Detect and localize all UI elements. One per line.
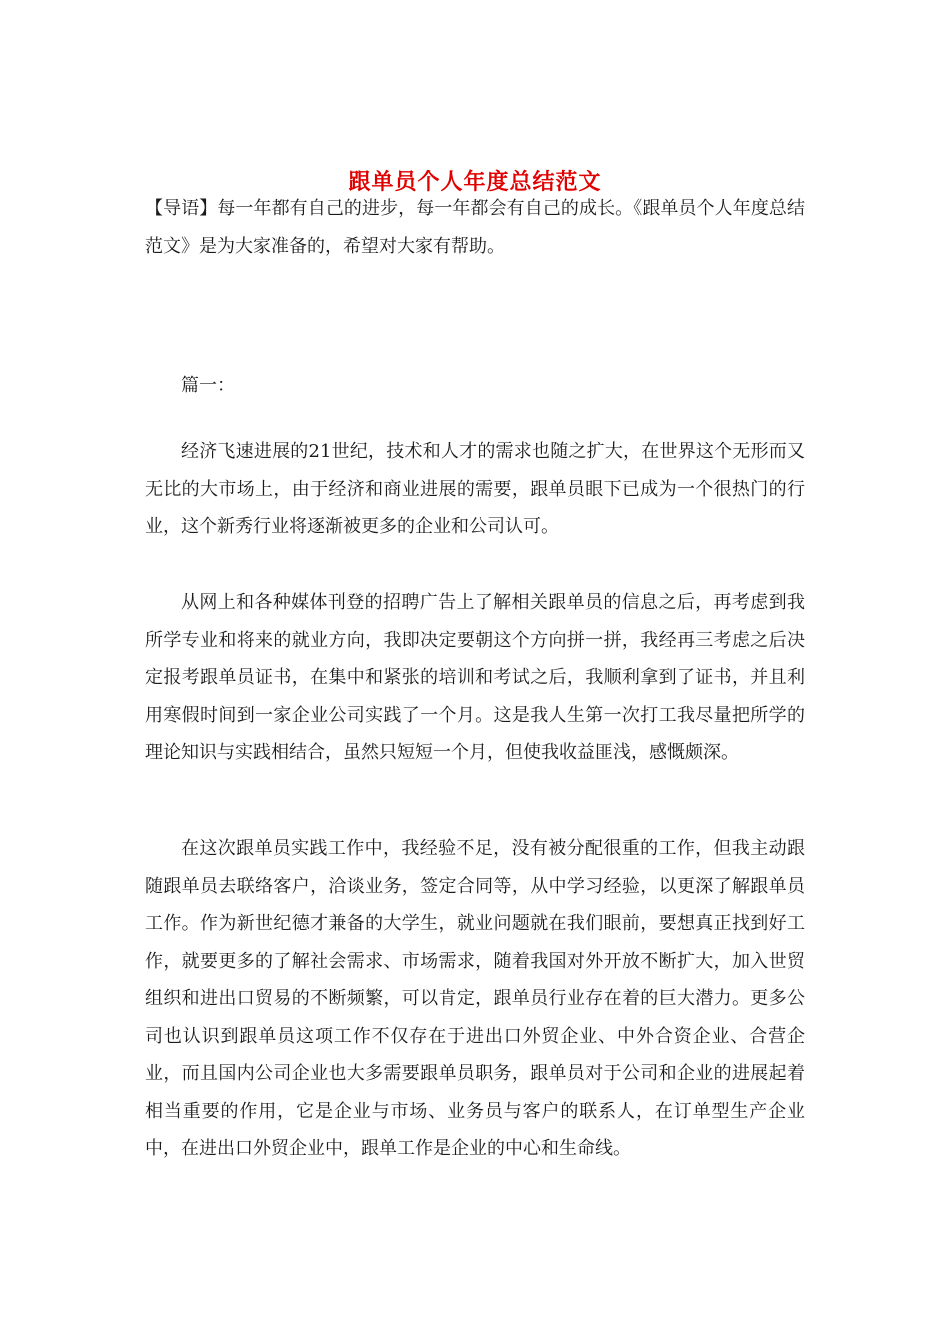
document-title: 跟单员个人年度总结范文 [348, 168, 602, 195]
body-paragraph-2: 从网上和各种媒体刊登的招聘广告上了解相关跟单员的信息之后，再考虑到我所学专业和将来的就业方向，我即决定要朝这个方向拼一拼，我经再三考虑之后决定报考跟单员证书，在集中和紧张的培训和考试之后，我顺利拿到了证书，并且利用寒假时间到一家企业公司实践了一个月。这是我人生第一次打工我尽量把所学的理论知识与实践相结合，虽然只短短一个月，但使我收益匪浅，感慨颇深。 [145, 592, 805, 763]
section-heading: 篇一： [181, 375, 235, 396]
intro-paragraph: 【导语】每一年都有自己的进步，每一年都会有自己的成长。《跟单员个人年度总结范文》是为大家准备的，希望对大家有帮助。 [145, 198, 805, 257]
body-paragraph-1: 经济飞速进展的21世纪，技术和人才的需求也随之扩大，在世界这个无形而又无比的大市场上，由于经济和商业进展的需要，跟单员眼下已成为一个很热门的行业，这个新秀行业将逐渐被更多的企业和公司认可。 [145, 441, 805, 537]
body-paragraph-3: 在这次跟单员实践工作中，我经验不足，没有被分配很重的工作，但我主动跟随跟单员去联络客户，洽谈业务，签定合同等，从中学习经验，以更深了解跟单员工作。作为新世纪德才兼备的大学生，就业问题就在我们眼前，要想真正找到好工作，就要更多的了解社会需求、市场需求，随着我国对外开放不断扩大，加入世贸组织和进出口贸易的不断频繁，可以肯定，跟单员行业存在着的巨大潜力。更多公司也认识到跟单员这项工作不仅存在于进出口外贸企业、中外合资企业、合营企业，而且国内公司企业也大多需要跟单员职务，跟单员对于公司和企业的进展起着相当重要的作用，它是企业与市场、业务员与客户的联系人，在订单型生产企业中，在进出口外贸企业中，跟单工作是企业的中心和生命线。 [145, 838, 805, 1159]
